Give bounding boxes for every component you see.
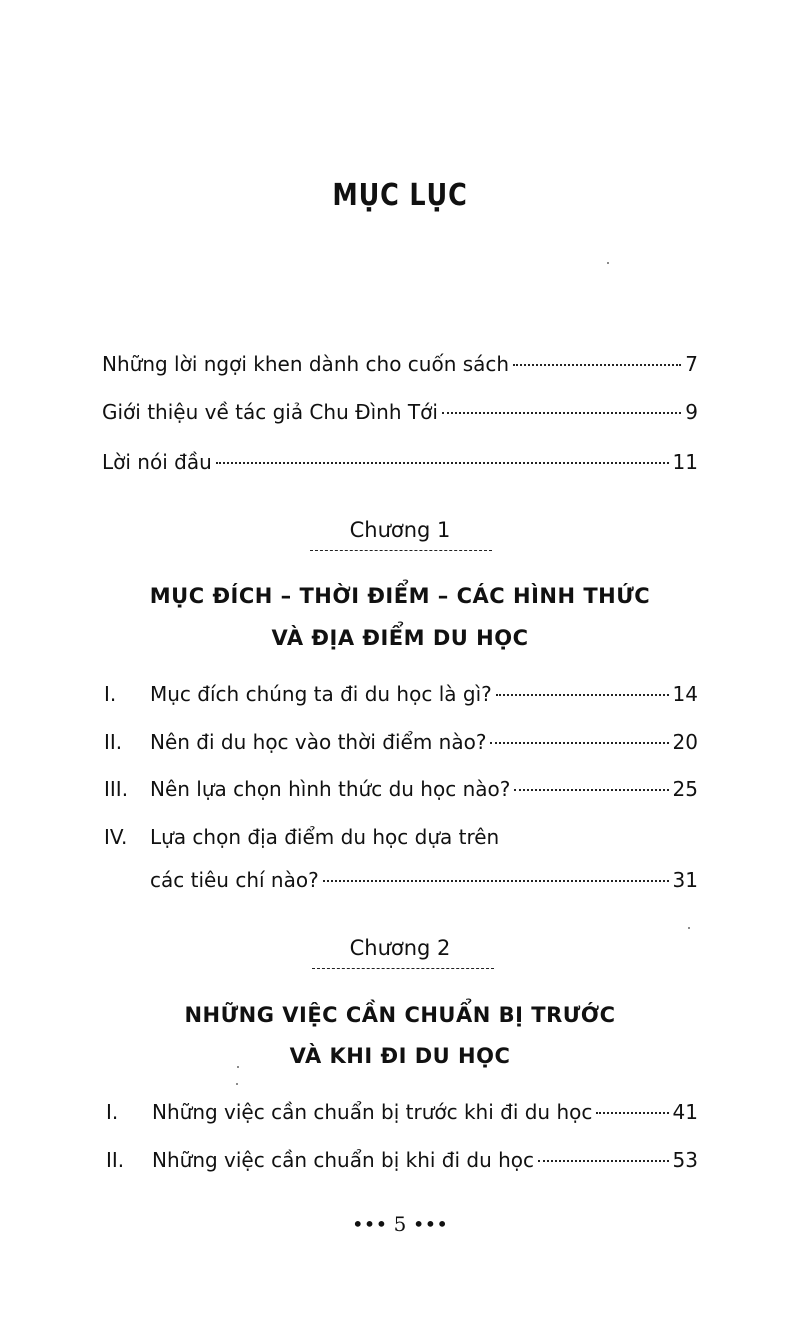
toc-page-number: 41 [672,1100,698,1124]
toc-entry-numeral: IV. [104,825,128,849]
leader-dots [216,462,669,464]
toc-entry-text: Mục đích chúng ta đi du học là gì? [150,682,492,706]
scan-speck [607,262,609,264]
toc-page-number: 31 [672,868,698,892]
chapter-1-title-line-1: MỤC ĐÍCH – THỜI ĐIỂM – CÁC HÌNH THỨC [149,584,651,608]
toc-entry-numeral: II. [104,730,123,754]
toc-page-number: 11 [672,450,698,474]
toc-entry-text-continued: các tiêu chí nào? [150,868,319,892]
toc-page-number: 9 [685,400,698,424]
toc-entry-text: Những việc cần chuẩn bị khi đi du học [152,1148,535,1172]
leader-dots [538,1160,669,1162]
chapter-1-label: Chương 1 [349,518,451,542]
toc-entry-text: Lời nói đầu [102,450,212,474]
chapter-2-title-line-2: VÀ KHI ĐI DU HỌC [289,1044,511,1068]
toc-entry-numeral: II. [106,1148,125,1172]
chapter-1-title-line-2: VÀ ĐỊA ĐIỂM DU HỌC [271,626,529,650]
leader-dots [514,789,668,791]
toc-entry-numeral: III. [104,777,129,801]
toc-entry-ch2-2[interactable] [106,1146,698,1174]
toc-entry-text: Lựa chọn địa điểm du học dựa trên [150,825,500,849]
scan-speck [237,1066,239,1068]
toc-page-number: 14 [672,682,698,706]
toc-entry-preface[interactable] [102,448,698,476]
leader-dots [323,880,669,882]
toc-entry-ch1-2[interactable] [104,728,698,756]
page-title: MỤC LỤC [332,178,468,213]
scan-speck [236,1083,238,1085]
toc-page-number: 53 [672,1148,698,1172]
leader-dots [442,412,681,414]
toc-entry-ch2-1[interactable] [106,1098,698,1126]
toc-entry-text: Nên lựa chọn hình thức du học nào? [150,777,511,801]
toc-entry-text: Những việc cần chuẩn bị trước khi đi du học [152,1100,593,1124]
leader-dots [490,742,668,744]
chapter-2-label: Chương 2 [349,936,451,960]
toc-entry-ch1-4-cont[interactable] [150,866,698,894]
toc-entry-ch1-4[interactable] [104,823,499,851]
toc-entry-text: Giới thiệu về tác giả Chu Đình Tới [102,400,438,424]
toc-page-number: 7 [685,352,698,376]
toc-entry-text: Nên đi du học vào thời điểm nào? [150,730,487,754]
leader-dots [513,364,681,366]
page-number: ••• 5 ••• [351,1212,449,1236]
leader-dots [596,1112,668,1114]
toc-entry-ch1-1[interactable] [104,680,698,708]
toc-page-number: 25 [672,777,698,801]
toc-entry-text: Những lời ngợi khen dành cho cuốn sách [102,352,510,376]
toc-entry-ch1-3[interactable] [104,775,698,803]
chapter-2-title-line-1: NHỮNG VIỆC CẦN CHUẨN BỊ TRƯỚC [184,1003,616,1027]
toc-page-number: 20 [672,730,698,754]
toc-entry-numeral: I. [104,682,117,706]
chapter-2-divider [312,968,494,969]
chapter-1-divider [310,550,492,551]
scan-speck [688,927,690,929]
toc-entry-praise[interactable] [102,350,698,378]
toc-entry-author[interactable] [102,398,698,426]
toc-entry-numeral: I. [106,1100,119,1124]
leader-dots [496,694,669,696]
